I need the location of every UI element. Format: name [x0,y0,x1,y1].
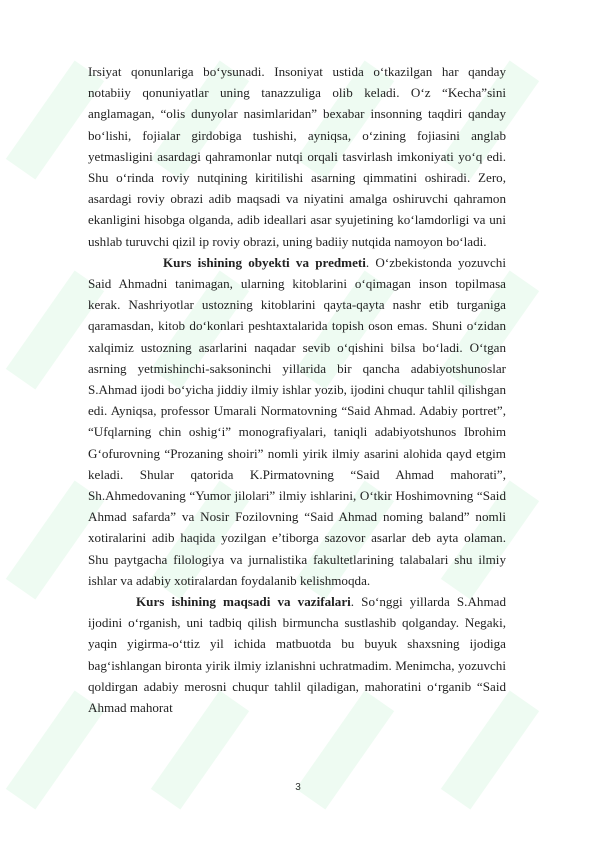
section-heading-aims-tasks: Kurs ishining maqsadi va vazifalari [136,594,351,610]
paragraph-3-body: . So‘nggi yillarda S.Ahmad ijodini o‘rganish, uni tadbiq qilish birmuncha sustlashib qolganday. Negaki, yaqin yigirma-o‘ttiz yil ichida matbuotda bu buyuk shaxsning ijodiga bag‘ishlangan bironta yirik ilmiy izlanishni uchratmadim. Menimcha, yozuvchi qoldirgan adabiy merosni chuqur tahlil qiladigan, mahoratini o‘rganib “Said Ahmad mahorat [88,594,507,716]
section-heading-object-subject: Kurs ishining obyekti va predmeti [163,254,366,270]
paragraph-2-body: . O‘zbekistonda yozuvchi Said Ahmadni tanimagan, ularning kitoblarini o‘qimagan inson topilmasa kerak. Nashriyotlar ustozning kitoblarini qayta-qayta nashr etib turganiga qaramasdan, kitob do‘konlari peshtaxtalarida topish oson emas. Shuni o‘zidan xalqimiz ustozning asarlarini naqadar sevib o‘qishini bilsa bo‘ladi. O‘tgan asrning yetmishinchi-saksoninchi yillarida bir qancha adabiyotshunoslar S.Ahmad ijodi bo‘yicha jiddiy ilmiy ishlar yozib, ijodini chuqur tahlil qilishgan edi. Ayniqsa, professor Umarali Normatovning “Said Ahmad. Adabiy portret”, “Ufqlarning chin oshig‘i” monografiyalari, taniqli adabiyotshunos Ibrohim G‘ofurovning “Prozaning shoiri” nomli yirik ilmiy asarini alohida qayd etgim keladi. Shular qatorida K.Pirmatovning “Said Ahmad mahorati”, Sh.Ahmedovaning “Yumor jilolari” ilmiy ishlarini, O‘tkir Hoshimovning “Said Ahmad safarda” va Nosir Fozilovning “Said Ahmad noming baland” nomli xotiralarini adib haqida yozilgan e’tiborga sazovor asarlar deb ayta olaman. Shu paytgacha filologiya va jurnalistika fakultetlarining talabalari shu ilmiy ishlar va adabiy xotiralardan foydalanib kelishmoqda. [88,254,506,588]
body-text [88,61,506,718]
paragraph-2 [88,252,506,591]
page-number: 3 [295,782,301,793]
paragraph-1: Irsiyat qonunlariga bo‘ysunadi. Insoniyat ustida o‘tkazilgan har qanday notabiiy qonuniyatlar uning tanazzuliga olib keladi. O‘z “Kecha”sini anglamagan, “olis dunyolar nasimlaridan” bexabar insonning taqdiri qanday bo‘lishi, fojialar girdobiga tushishi, ayniqsa, o‘zining fojiasini anglab yetmasligini asardagi qahramonlar nutqi orqali tasvirlash imkoniyati yo‘q edi. Shu o‘rinda roviy nutqining kiritilishi asarning qimmatini oshiradi. Zero, asardagi roviy obrazi adib maqsadi va niyatini amalga oshiruvchi qahramon ekanligini hisobga olganda, adib ideallari asar syujetining ko‘lamdorligi va uni ushlab turuvchi qizil ip roviy obrazi, uning badiiy nutqida namoyon bo‘ladi. [88,64,506,249]
paragraph-3 [88,591,506,718]
